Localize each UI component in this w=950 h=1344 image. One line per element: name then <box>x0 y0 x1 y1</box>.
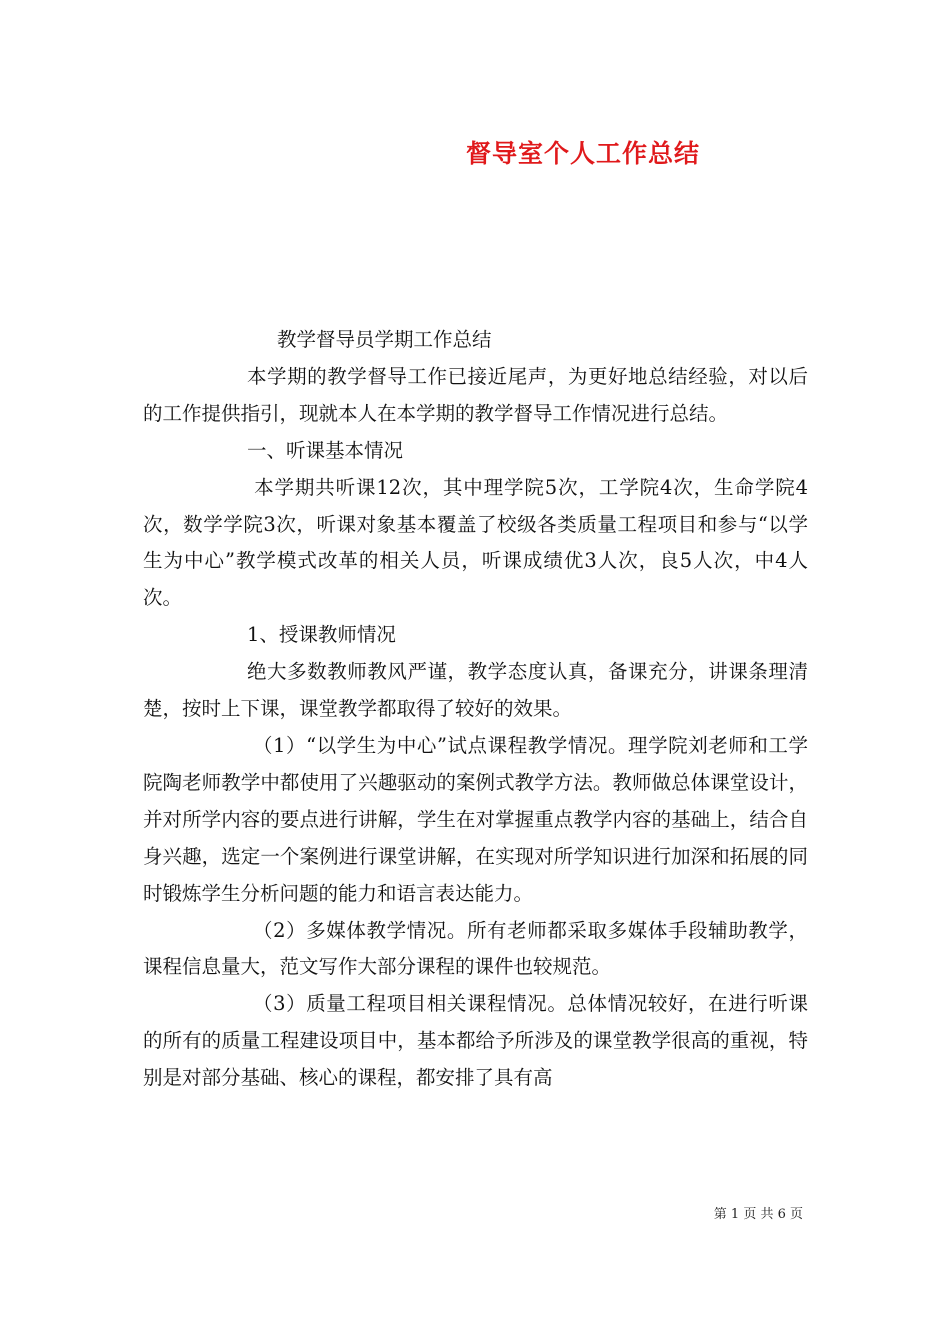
paragraph-item-1: （1）“以学生为中心”试点课程教学情况。理学院刘老师和工学院陶老师教学中都使用了兴趣驱动的案例式教学方法。教师做总体课堂设计，并对所学内容的要点进行讲解，学生在对掌握重点教学内容的基础上，结合自身兴趣，选定一个案例进行课堂讲解，在实现对所学知识进行加深和拓展的同时锻炼学生分析问题的能力和语言表达能力。 <box>143 733 808 905</box>
paragraph-listening-stats: 本学期共听课12次，其中理学院5次，工学院4次，生命学院4次，数学学院3次，听课对象基本覆盖了校级各类质量工程项目和参与“以学生为中心”教学模式改革的相关人员，听课成绩优3人次，良5人次，中4人次。 <box>143 475 808 610</box>
paragraph-item-3: （3）质量工程项目相关课程情况。总体情况较好，在进行听课的所有的质量工程建设项目中，基本都给予所涉及的课堂教学很高的重视，特别是对部分基础、核心的课程，都安排了具有高 <box>143 992 808 1090</box>
section-subtitle: 教学督导员学期工作总结 <box>277 328 492 351</box>
page-footer: 第 1 页 共 6 页 <box>713 1207 803 1222</box>
paragraph-item-2: （2）多媒体教学情况。所有老师都采取多媒体手段辅助教学，课程信息量大，范文写作大部分课程的课件也较规范。 <box>143 918 808 979</box>
page-title: 督导室个人工作总结 <box>465 139 700 168</box>
paragraph-intro: 本学期的教学督导工作已接近尾声，为更好地总结经验，对以后的工作提供指引，现就本人在本学期的教学督导工作情况进行总结。 <box>143 364 808 425</box>
heading-teacher-situation: 1、授课教师情况 <box>247 623 396 647</box>
document-body <box>143 322 808 1097</box>
heading-section-1: 一、听课基本情况 <box>247 438 404 462</box>
paragraph-teacher-summary: 绝大多数教师教风严谨，教学态度认真，备课充分，讲课条理清楚，按时上下课，课堂教学都取得了较好的效果。 <box>143 660 808 721</box>
